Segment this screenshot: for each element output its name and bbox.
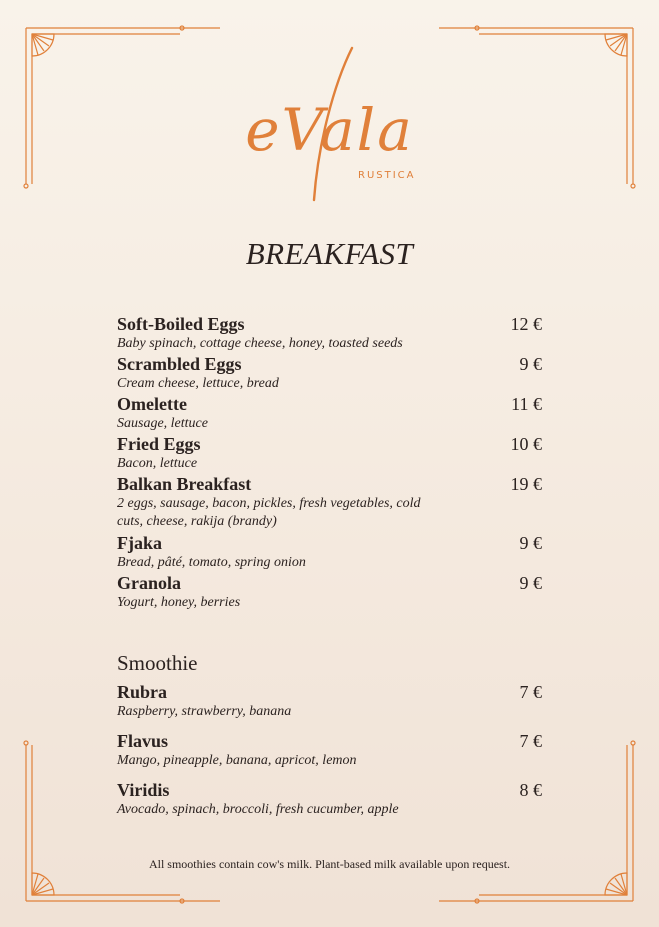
menu-item	[117, 473, 542, 532]
smoothie-menu	[117, 681, 542, 828]
item-description: Avocado, spinach, broccoli, fresh cucumber, apple	[117, 802, 399, 817]
item-price: 7 €	[519, 682, 542, 702]
item-price: 12 €	[510, 314, 542, 334]
item-price: 9 €	[519, 354, 542, 374]
menu-item	[117, 572, 542, 612]
item-description: Raspberry, strawberry, banana	[117, 704, 292, 719]
item-name: Balkan Breakfast	[117, 474, 252, 494]
logo-wordmark: eVala	[245, 96, 414, 164]
item-name: Scrambled Eggs	[117, 354, 242, 374]
item-price: 9 €	[519, 533, 542, 553]
item-price: 19 €	[510, 474, 542, 494]
item-name: Granola	[117, 573, 182, 593]
menu-item	[117, 779, 542, 828]
item-price: 11 €	[511, 394, 542, 414]
item-description: Cream cheese, lettuce, bread	[117, 376, 279, 391]
item-price: 9 €	[519, 573, 542, 593]
item-name: Soft-Boiled Eggs	[117, 314, 245, 334]
item-description: Bread, pâté, tomato, spring onion	[117, 555, 306, 570]
item-description: 2 eggs, sausage, bacon, pickles, fresh vegetables, cold cuts, cheese, rakija (brandy)	[117, 496, 421, 529]
item-name: Omelette	[117, 394, 187, 414]
smoothie-footnote: All smoothies contain cow's milk. Plant-based milk available upon request.	[148, 857, 511, 871]
menu-item	[117, 313, 542, 353]
breakfast-menu	[117, 313, 542, 612]
item-price: 8 €	[519, 780, 542, 800]
logo-subtitle: RUSTICA	[358, 170, 416, 181]
item-price: 7 €	[519, 731, 542, 751]
item-description: Baby spinach, cottage cheese, honey, toasted seeds	[117, 336, 403, 351]
menu-item	[117, 393, 542, 433]
menu-item	[117, 730, 542, 779]
page-title: BREAKFAST	[245, 236, 414, 271]
menu-item	[117, 681, 542, 730]
menu-item	[117, 532, 542, 572]
item-name: Rubra	[117, 682, 168, 702]
item-description: Sausage, lettuce	[117, 416, 208, 431]
item-description: Bacon, lettuce	[117, 456, 198, 471]
item-name: Fjaka	[117, 533, 162, 553]
menu-item	[117, 353, 542, 393]
menu-item	[117, 433, 542, 473]
brand-logo	[0, 38, 659, 208]
item-name: Flavus	[117, 731, 169, 751]
item-description: Mango, pineapple, banana, apricot, lemon	[117, 753, 357, 768]
smoothie-section-title: Smoothie	[117, 651, 198, 675]
item-name: Viridis	[117, 780, 170, 800]
item-name: Fried Eggs	[117, 434, 201, 454]
item-price: 10 €	[510, 434, 542, 454]
item-description: Yogurt, honey, berries	[117, 595, 241, 610]
